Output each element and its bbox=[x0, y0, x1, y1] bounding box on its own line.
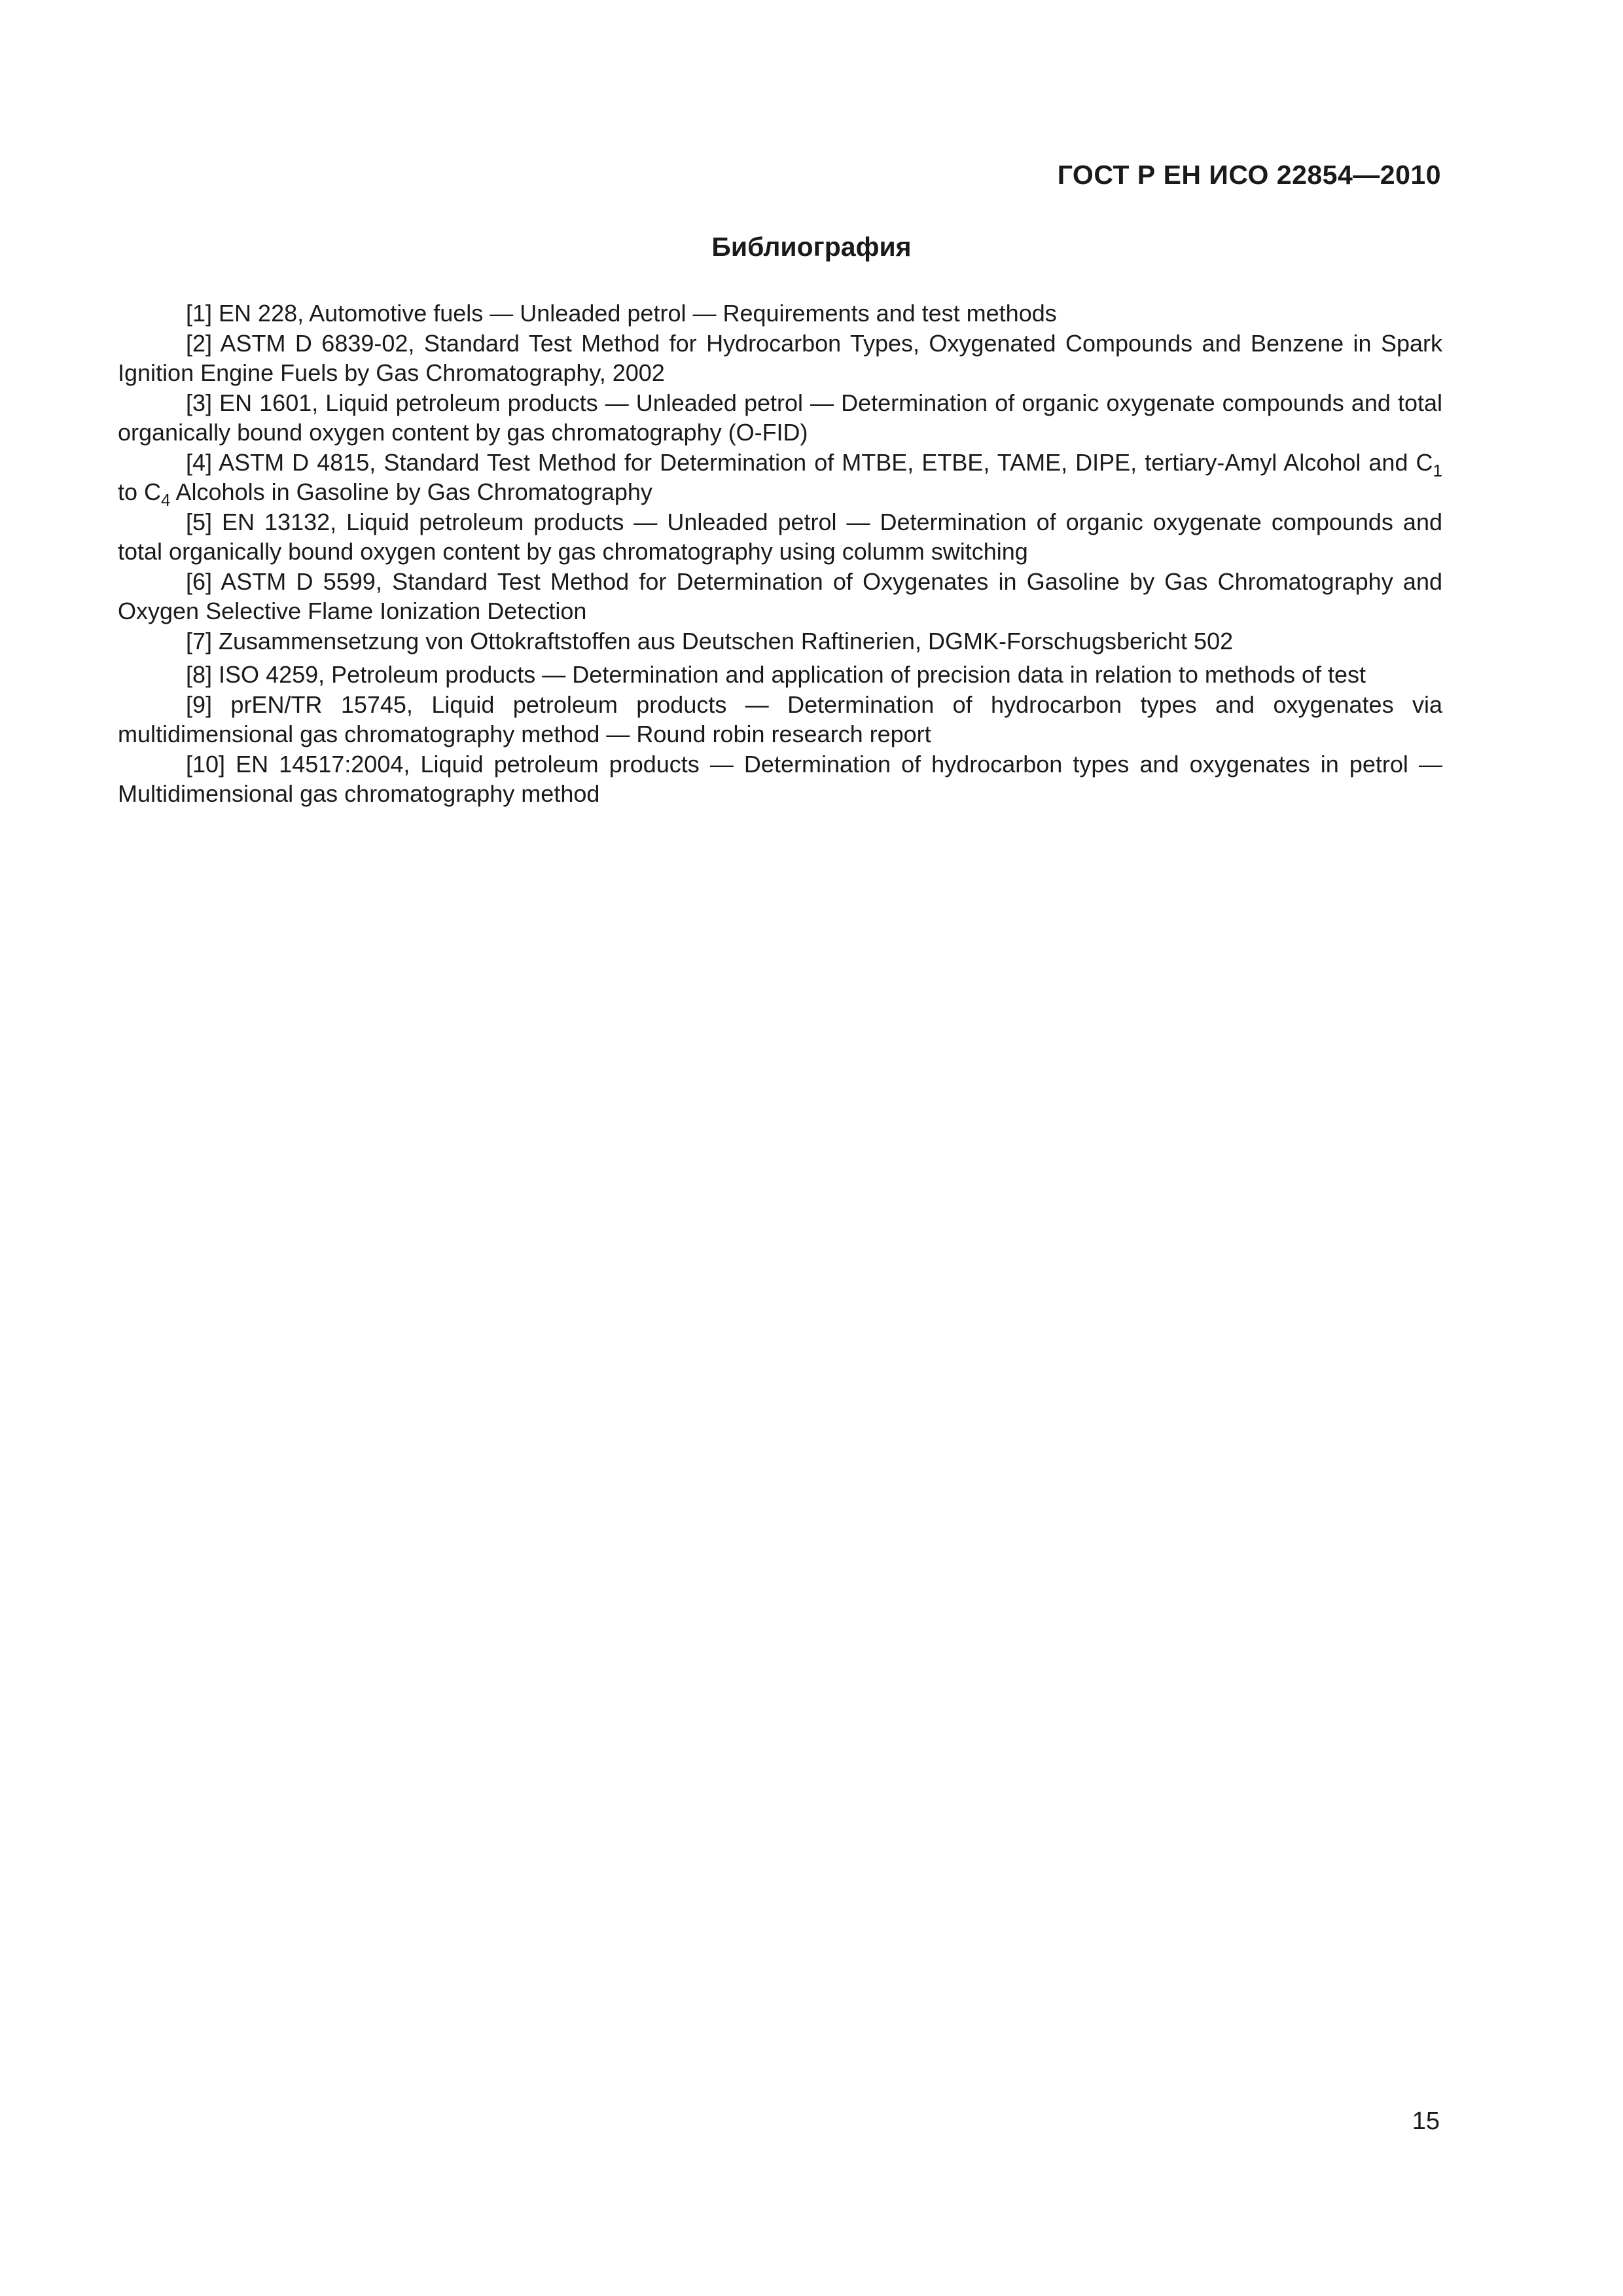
entry-number: [1] bbox=[186, 300, 213, 327]
entry-number: [8] bbox=[186, 661, 213, 688]
entry-text: EN 228, Automotive fuels — Unleaded petrol — Requirements and test methods bbox=[219, 300, 1057, 327]
page-number: 15 bbox=[1412, 2108, 1440, 2135]
document-code-header: ГОСТ Р ЕН ИСО 22854—2010 bbox=[1057, 160, 1441, 190]
section-title: Библиография bbox=[711, 232, 912, 262]
entry-number: [10] bbox=[186, 750, 226, 778]
entry-text: Alcohols in Gasoline by Gas Chromatography bbox=[170, 478, 652, 505]
entry-number: [7] bbox=[186, 627, 213, 655]
entry-text: to C bbox=[118, 478, 162, 505]
subscript: 1 bbox=[1433, 460, 1442, 480]
bibliography-entry-3 bbox=[118, 388, 1442, 448]
bibliography-entry-8 bbox=[118, 660, 1442, 690]
bibliography-entry-4 bbox=[118, 448, 1442, 510]
bibliography-entry-5 bbox=[118, 507, 1442, 567]
entry-text: EN 13132, Liquid petroleum products — Unleaded petrol — Determination of organic oxygenate compounds and total organically bound oxygen content by gas chromatography using columm switching bbox=[118, 508, 1442, 565]
bibliography-entry-9 bbox=[118, 690, 1442, 749]
entry-number: [4] bbox=[186, 448, 213, 476]
entry-text: ASTM D 5599, Standard Test Method for Determination of Oxygenates in Gasoline by Gas Chromatography and Oxygen Selective Flame Ionization Detection bbox=[118, 567, 1442, 624]
subscript: 4 bbox=[161, 490, 171, 510]
entry-text: ASTM D 6839-02, Standard Test Method for Hydrocarbon Types, Oxygenated Compounds and Benzene in Spark Ignition Engine Fuels by Gas Chromatography, 2002 bbox=[118, 329, 1443, 386]
entry-text: EN 1601, Liquid petroleum products — Unleaded petrol — Determination of organic oxygenate compounds and total organically bound oxygen content by gas chromatography (O-FID) bbox=[118, 389, 1442, 446]
bibliography-entry-1 bbox=[118, 298, 1442, 329]
entry-number: [5] bbox=[186, 508, 213, 535]
entry-text: Zusammensetzung von Ottokraftstoffen aus Deutschen Raftinerien, DGMK-Forschugsbericht 502 bbox=[219, 627, 1234, 655]
bibliography-list bbox=[118, 298, 1442, 809]
entry-text: EN 14517:2004, Liquid petroleum products — Determination of hydrocarbon types and oxygenates in petrol — Multidimensional gas chromatography method bbox=[118, 750, 1442, 807]
entry-number: [6] bbox=[186, 567, 213, 595]
entry-text: ASTM D 4815, Standard Test Method for Determination of MTBE, ETBE, TAME, DIPE, tertiary-Amyl Alcohol and C bbox=[219, 448, 1433, 476]
entry-number: [2] bbox=[186, 329, 213, 357]
bibliography-entry-6 bbox=[118, 567, 1442, 626]
entry-text: ISO 4259, Petroleum products — Determination and application of precision data in relation to methods of test bbox=[219, 661, 1366, 688]
entry-number: [3] bbox=[186, 389, 213, 416]
bibliography-entry-2 bbox=[118, 329, 1442, 388]
bibliography-entry-7 bbox=[118, 626, 1442, 656]
bibliography-entry-10 bbox=[118, 749, 1442, 809]
entry-number: [9] bbox=[186, 691, 213, 718]
entry-text: prEN/TR 15745, Liquid petroleum products — Determination of hydrocarbon types and oxygenates via multidimensional gas chromatography method — Round robin research report bbox=[118, 691, 1442, 747]
